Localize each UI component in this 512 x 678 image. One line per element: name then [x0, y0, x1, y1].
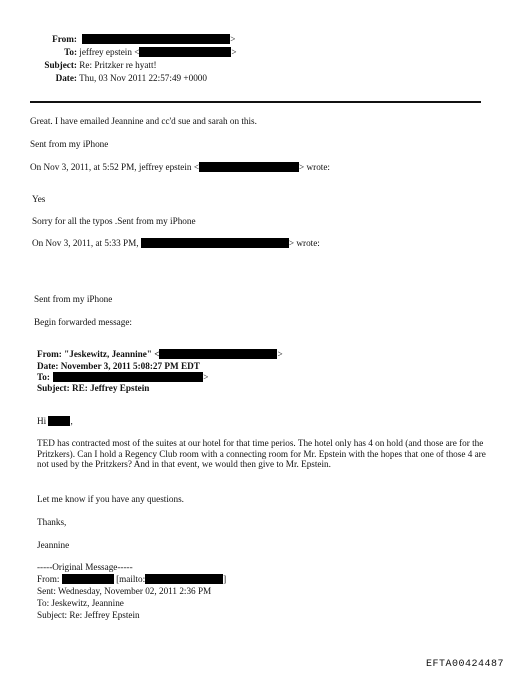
- quote-header-2: [32, 238, 320, 249]
- greeting-text: Hi: [37, 416, 47, 426]
- header-to-row: [48, 47, 237, 58]
- greeting-end: ,: [70, 416, 73, 426]
- message-signature: Jeannine: [37, 540, 70, 550]
- fwd-from-line: From: "Jeskewitz, Jeannine" <: [37, 349, 160, 359]
- redaction-box: [62, 574, 114, 584]
- header-from-end: >: [230, 34, 236, 44]
- forwarded-label: Begin forwarded message:: [34, 317, 132, 327]
- fwd-subject-row: Subject: RE: Jeffrey Epstein: [37, 383, 150, 393]
- message-thanks: Thanks,: [37, 517, 67, 527]
- quote-header-2-post: > wrote:: [288, 238, 320, 248]
- original-mailto-end: ]: [223, 574, 227, 584]
- original-from-row: [37, 574, 226, 585]
- fwd-to-end: >: [203, 372, 209, 382]
- signature-iphone-2: Sent from my iPhone: [34, 294, 113, 304]
- reply-line: Great. I have emailed Jeannine and cc'd sue and sarah on this.: [30, 116, 257, 126]
- header-date-label: Date:: [55, 73, 77, 83]
- original-sent: Sent: Wednesday, November 02, 2011 2:36 PM: [37, 586, 212, 596]
- fwd-from-row: [37, 349, 283, 360]
- header-subject-row: [36, 60, 157, 71]
- greeting: [37, 416, 73, 427]
- header-to-value: jeffrey epstein <: [79, 47, 140, 57]
- original-divider: -----Original Message-----: [37, 562, 133, 572]
- redaction-box: [53, 372, 203, 382]
- redaction-box: [159, 349, 277, 359]
- typos-line: Sorry for all the typos .Sent from my iPhone: [32, 216, 196, 226]
- quote-header-1: [30, 162, 330, 173]
- header-divider: [30, 101, 481, 103]
- header-date-value: Thu, 03 Nov 2011 22:57:49 +0000: [79, 73, 207, 83]
- quote-header-1-pre: On Nov 3, 2011, at 5:52 PM, jeffrey epstein <: [30, 162, 200, 172]
- quote-header-1-post: > wrote:: [299, 162, 330, 172]
- redaction-box: [48, 416, 73, 426]
- header-subject-label: Subject:: [44, 60, 77, 70]
- header-from-row: [48, 34, 235, 45]
- original-to: To: Jeskewitz, Jeannine: [37, 598, 124, 608]
- signature-iphone: Sent from my iPhone: [30, 139, 109, 149]
- quote-header-2-pre: On Nov 3, 2011, at 5:33 PM,: [32, 238, 139, 248]
- header-to-label: To:: [64, 47, 77, 57]
- message-paragraph: TED has contracted most of the suites at our hotel for that time perios. The hotel only has 4 on hold (and those are for the Pritzkers). Can I hold a Regency Club room with a connecting room for Mr. Epstein with the hopes that one of those 4 are not used by the Pritzkers? And in that event, we would then give to Mr. Epstein.: [37, 438, 486, 470]
- original-subject: Subject: Re: Jeffrey Epstein: [37, 610, 140, 620]
- redaction-box: [82, 34, 230, 44]
- redaction-box: [199, 162, 299, 172]
- redaction-box: [145, 574, 223, 584]
- redaction-box: [141, 238, 289, 248]
- original-from-label: From:: [37, 574, 60, 584]
- fwd-from-end: >: [277, 349, 283, 359]
- message-questions: Let me know if you have any questions.: [37, 494, 184, 504]
- fwd-date-row: Date: November 3, 2011 5:08:27 PM EDT: [37, 361, 200, 371]
- document-id: EFTA00424487: [425, 658, 504, 670]
- header-subject-value: Re: Pritzker re hyatt!: [79, 60, 157, 70]
- redaction-box: [139, 47, 231, 57]
- fwd-to-label: To:: [37, 372, 50, 382]
- reply-yes: Yes: [32, 194, 46, 204]
- fwd-to-row: [37, 372, 208, 383]
- header-to-end: >: [231, 47, 237, 57]
- original-mailto: [mailto:: [116, 574, 146, 584]
- header-from-label: From:: [52, 34, 77, 44]
- header-date-row: [48, 73, 207, 84]
